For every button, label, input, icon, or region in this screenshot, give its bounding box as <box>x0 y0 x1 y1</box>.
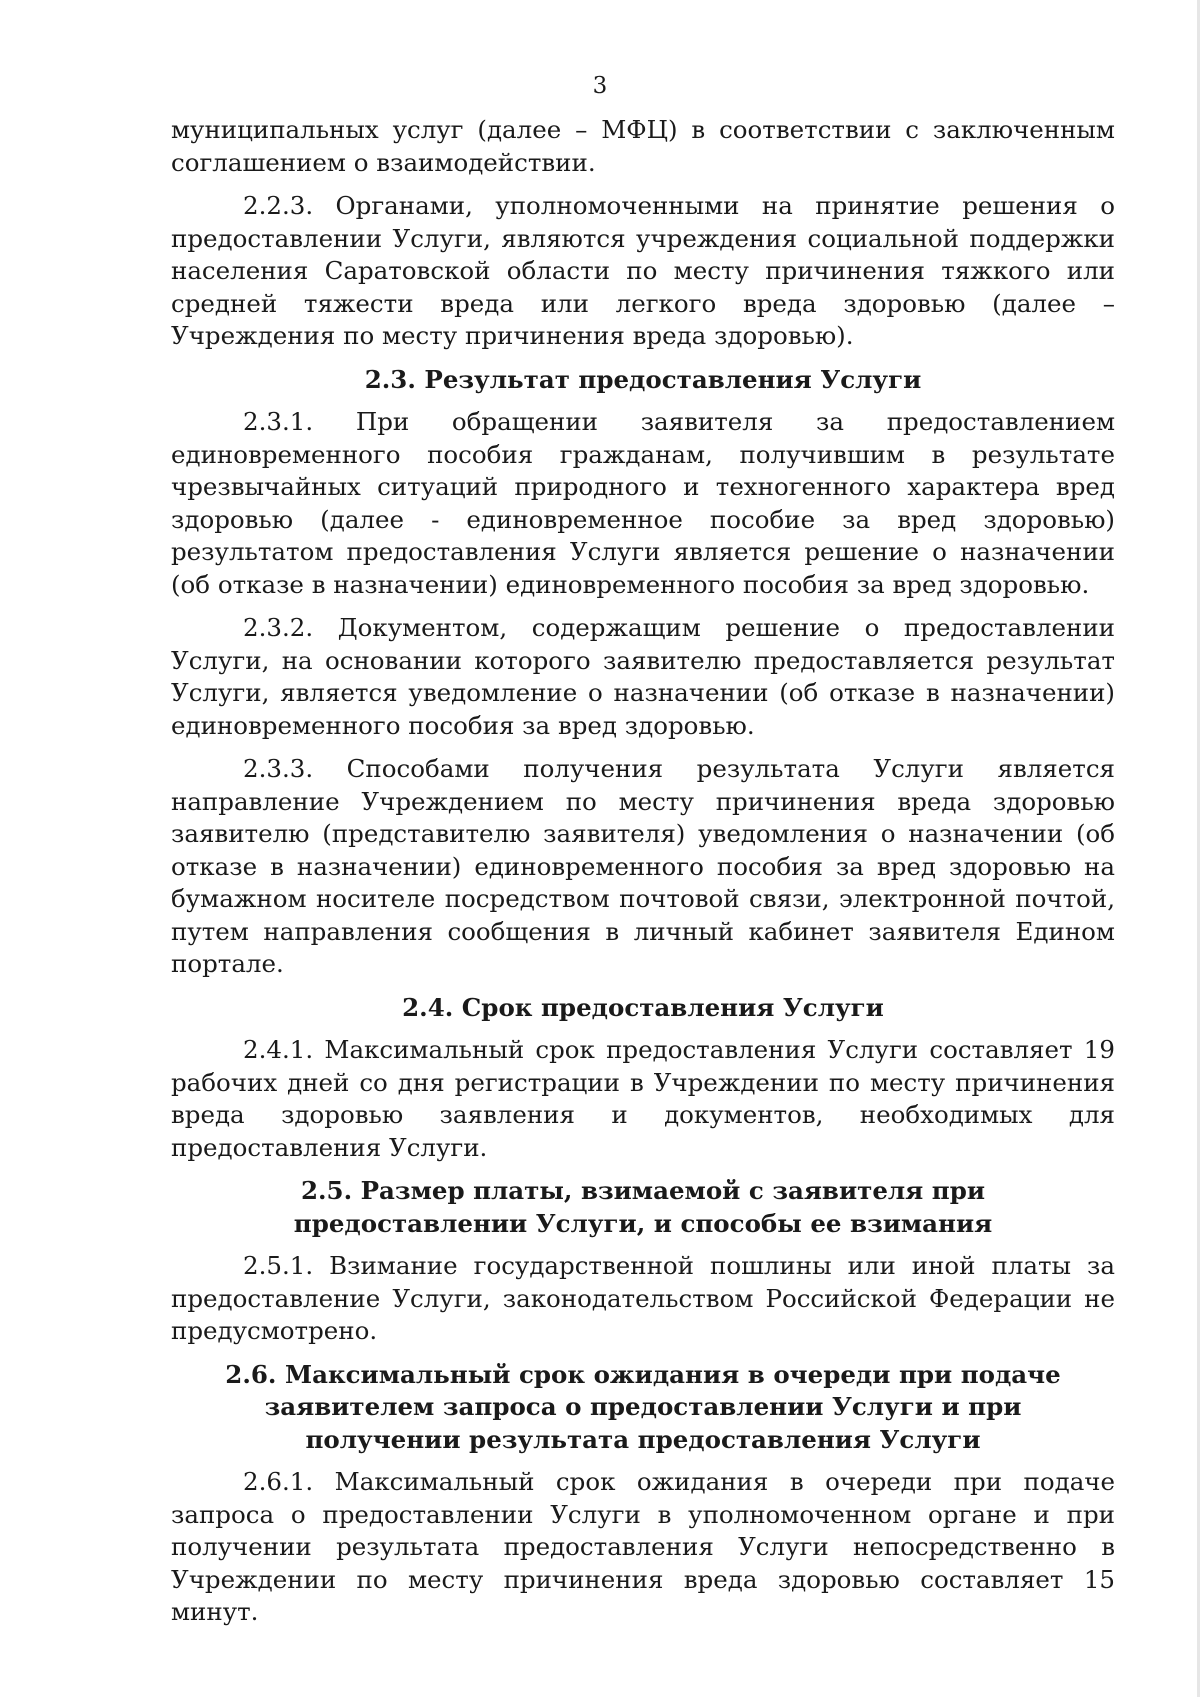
document-body <box>171 114 1115 1640</box>
section-heading-2-6: 2.6. Максимальный срок ожидания в очереди при подаче заявителем запроса о предоставлении Услуги и при получении результата предоставления Услуги <box>225 1359 1061 1454</box>
paragraph-2-5-1: 2.5.1. Взимание государственной пошлины или иной платы за предоставление Услуги, законодательством Российской Федерации не предусмотрено. <box>171 1251 1115 1345</box>
page-number: 3 <box>592 73 608 99</box>
paragraph-2-3-2: 2.3.2. Документом, содержащим решение о предоставлении Услуги, на основании которого заявителю предоставляется результат Услуги, является уведомление о назначении (об отказе в назначении) единовременного пособия за вред здоровью. <box>171 613 1115 740</box>
paragraph-mfc-agreement: муниципальных услуг (далее – МФЦ) в соответствии с заключенным соглашением о взаимодействии. <box>171 115 1115 177</box>
paragraph-2-2-3: 2.2.3. Органами, уполномоченными на принятие решения о предоставлении Услуги, являются учреждения социальной поддержки населения Саратовской области по месту причинения тяжкого или средней тяжести вреда или легкого вреда здоровью (далее – Учреждения по месту причинения вреда здоровью). <box>171 191 1115 350</box>
section-heading-2-5: 2.5. Размер платы, взимаемой с заявителя при предоставлении Услуги, и способы ее взимания <box>293 1176 993 1238</box>
paragraph-2-3-1: 2.3.1. При обращении заявителя за предоставлением единовременного пособия гражданам, получившим в результате чрезвычайных ситуаций природного и техногенного характера вред здоровью (далее - единовременное пособие за вред здоровью) результатом предоставления Услуги является решение о назначении (об отказе в назначении) единовременного пособия за вред здоровью. <box>171 407 1115 599</box>
section-heading-2-4: 2.4. Срок предоставления Услуги <box>402 992 884 1022</box>
paragraph-2-4-1: 2.4.1. Максимальный срок предоставления Услуги составляет 19 рабочих дней со дня регистрации в Учреждении по месту причинения вреда здоровью заявления и документов, необходимых для предоставления Услуги. <box>171 1035 1115 1162</box>
paragraph-2-3-3: 2.3.3. Способами получения результата Услуги является направление Учреждением по месту причинения вреда здоровью заявителю (представителю заявителя) уведомления о назначении (об отказе в назначении) единовременного пособия за вред здоровью на бумажном носителе посредством почтовой связи, электронной почтой, путем направления сообщения в личный кабинет заявителя Едином портале. <box>171 754 1115 978</box>
section-heading-2-3: 2.3. Результат предоставления Услуги <box>364 364 922 394</box>
paragraph-2-6-1: 2.6.1. Максимальный срок ожидания в очереди при подаче запроса о предоставлении Услуги в уполномоченном органе и при получении результата предоставления Услуги непосредственно в Учреждении по месту причинения вреда здоровью составляет 15 минут. <box>171 1467 1115 1626</box>
